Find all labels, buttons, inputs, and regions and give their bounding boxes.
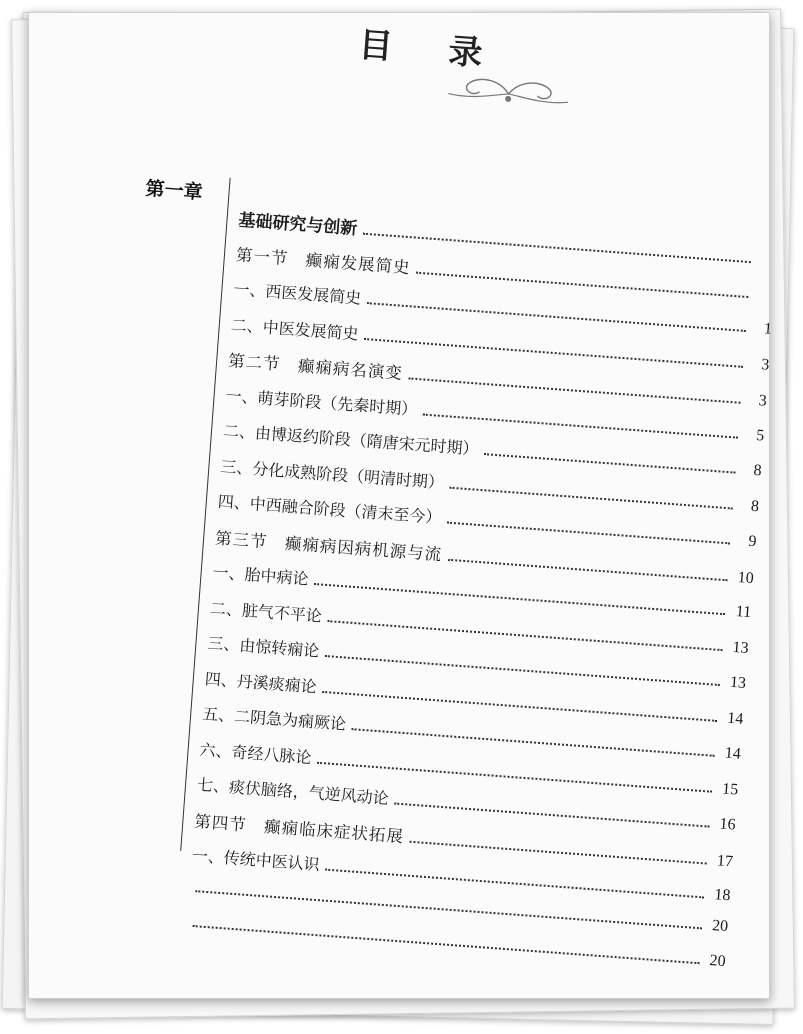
page-number: 9	[747, 532, 758, 551]
page-number: 15	[721, 779, 739, 799]
chapter-title: 基础研究与创新	[237, 210, 358, 240]
item-title: 七、痰伏脑络，气逆风动论	[196, 775, 390, 809]
leader-dots	[450, 486, 733, 509]
page-number: 13	[732, 638, 750, 657]
page-number: 10	[737, 568, 755, 587]
page-number: 13	[729, 673, 747, 692]
page-number: 17	[716, 851, 734, 870]
page-number: 20	[711, 916, 729, 935]
leader-dots	[484, 453, 735, 473]
leader-dots	[394, 802, 709, 827]
item-title: 四、丹溪痰痫论	[204, 668, 318, 696]
item-title: 五、二阴急为痫厥论	[201, 704, 347, 734]
section-title: 第二节 癫痫病名演变	[227, 351, 404, 383]
item-title: 一、传统中医认识	[191, 845, 321, 875]
item-title: 二、中医发展简史	[230, 314, 360, 344]
toc-list	[185, 206, 778, 989]
item-title: 二、脏气不平论	[209, 597, 323, 626]
page-number: 8	[750, 497, 760, 515]
flourish-ornament-icon	[442, 67, 575, 116]
page-number: 8	[752, 461, 763, 480]
section-title: 第一节 癫痫发展简史	[235, 244, 412, 277]
page-number	[748, 298, 774, 300]
page-number	[751, 263, 777, 265]
item-title: 一、西医发展简史	[232, 279, 362, 308]
chapter-label: 第一章	[144, 177, 204, 204]
section-title: 第三节 癫痫病因病机源与流	[214, 528, 443, 564]
page-number: 1	[763, 320, 773, 338]
leader-dots	[448, 558, 728, 581]
page-number: 14	[724, 744, 742, 763]
leader-dots	[409, 840, 706, 864]
book-page	[28, 12, 773, 999]
page-number: 5	[755, 426, 765, 445]
item-title: 三、由惊转痫论	[206, 633, 320, 661]
item-title: 四、中西融合阶段（清末至今）	[217, 491, 443, 528]
page-number: 3	[758, 392, 768, 410]
page-number: 3	[760, 355, 771, 374]
item-title: 一、萌芽阶段（先秦时期）	[225, 385, 418, 419]
page-number: 11	[735, 603, 752, 622]
page-number: 14	[726, 709, 745, 728]
page-number: 16	[719, 815, 737, 834]
section-title: 第四节 癫痫临床症状拓展	[193, 811, 405, 846]
item-title: 一、胎中病论	[212, 562, 310, 589]
leader-dots	[447, 522, 730, 545]
page-number: 20	[708, 952, 727, 971]
leader-dots	[423, 413, 738, 438]
page-number: 18	[713, 886, 732, 905]
toc-title: 目 录	[357, 24, 506, 76]
item-title: 二、由博返约阶段（隋唐宋元时期）	[222, 420, 480, 459]
item-title: 六、奇经八脉论	[199, 739, 313, 767]
item-title: 三、分化成熟阶段（明清时期）	[219, 456, 445, 492]
